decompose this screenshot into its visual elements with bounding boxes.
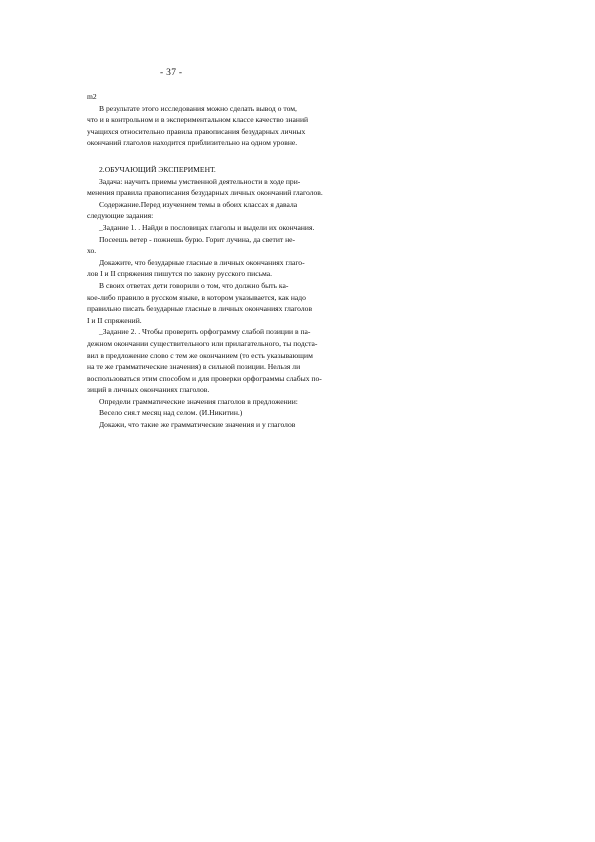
text-line: Задача: научить приемы умственной деятельности в ходе при- — [99, 176, 301, 186]
text-line: В своих ответах дети говорили о том, что должно быть ка- — [99, 280, 289, 290]
text-line: что и в контрольном и в экспериментальном классе качество знаний — [87, 115, 309, 125]
text-line: лов I и II спряжения пишутся по закону русского письма. — [87, 269, 273, 279]
section-heading: 2.ОБУЧАЮЩИЙ ЭКСПЕРИМЕНТ. — [99, 165, 216, 174]
text-line: хо. — [87, 246, 97, 256]
text-line: на те же грамматические значения) в сильной позиции. Нельзя ли — [87, 362, 301, 372]
text-line: m2 — [87, 92, 97, 101]
text-line: зиций в личных окончаниях глаголов. — [87, 385, 210, 395]
text-line: следующие задания: — [87, 211, 154, 221]
text-line: менения правила правописания безударных личных окончаний глаголов. — [87, 188, 323, 198]
text-line: правильно писать безударные гласные в личных окончаниях глаголов — [87, 304, 313, 314]
task-1-line: _Задание 1. . Найди в пословицах глаголы и выдели их окончания. — [99, 222, 315, 232]
page-number: - 37 - — [160, 68, 183, 78]
text-line: вил в предложение слово с тем же окончанием (то есть указывающим — [87, 350, 313, 360]
text-line: В результате этого исследования можно сделать вывод о том, — [99, 103, 297, 113]
text-line: Посеешь ветер - пожнешь бурю. Горит лучина, да светит не- — [99, 234, 296, 244]
task-2-line: _Задание 2. . Чтобы проверить орфограмму слабой позиции в па- — [99, 327, 311, 337]
text-line: учащихся относительно правила правописания безударных личных — [87, 126, 306, 136]
experiment-section — [87, 164, 407, 431]
text-line: Докажи, что такие же грамматические значения и у глаголов — [99, 420, 296, 430]
text-line: Весело сия.т месяц над селом. (И.Никитин.) — [99, 408, 243, 418]
text-line: I и II спряжений. — [87, 315, 142, 325]
text-line: окончаний глаголов находится приблизительно на одном уровне. — [87, 138, 298, 148]
text-line: кое-либо правило в русском языке, в котором указывается, как надо — [87, 292, 306, 302]
text-line: Содержание.Перед изучением темы в обоих классах я давала — [99, 199, 298, 209]
text-line: Определи грамматические значения глаголов в предложении: — [99, 396, 298, 406]
text-line: Докажите, что безударные гласные в личных окончаниях глаго- — [99, 257, 305, 267]
intro-paragraph — [87, 91, 407, 149]
text-line: воспользоваться этим способом и для проверки орфограммы слабых по- — [87, 373, 322, 383]
text-line: дежном окончании существительного или прилагательного, ты подста- — [87, 338, 318, 348]
